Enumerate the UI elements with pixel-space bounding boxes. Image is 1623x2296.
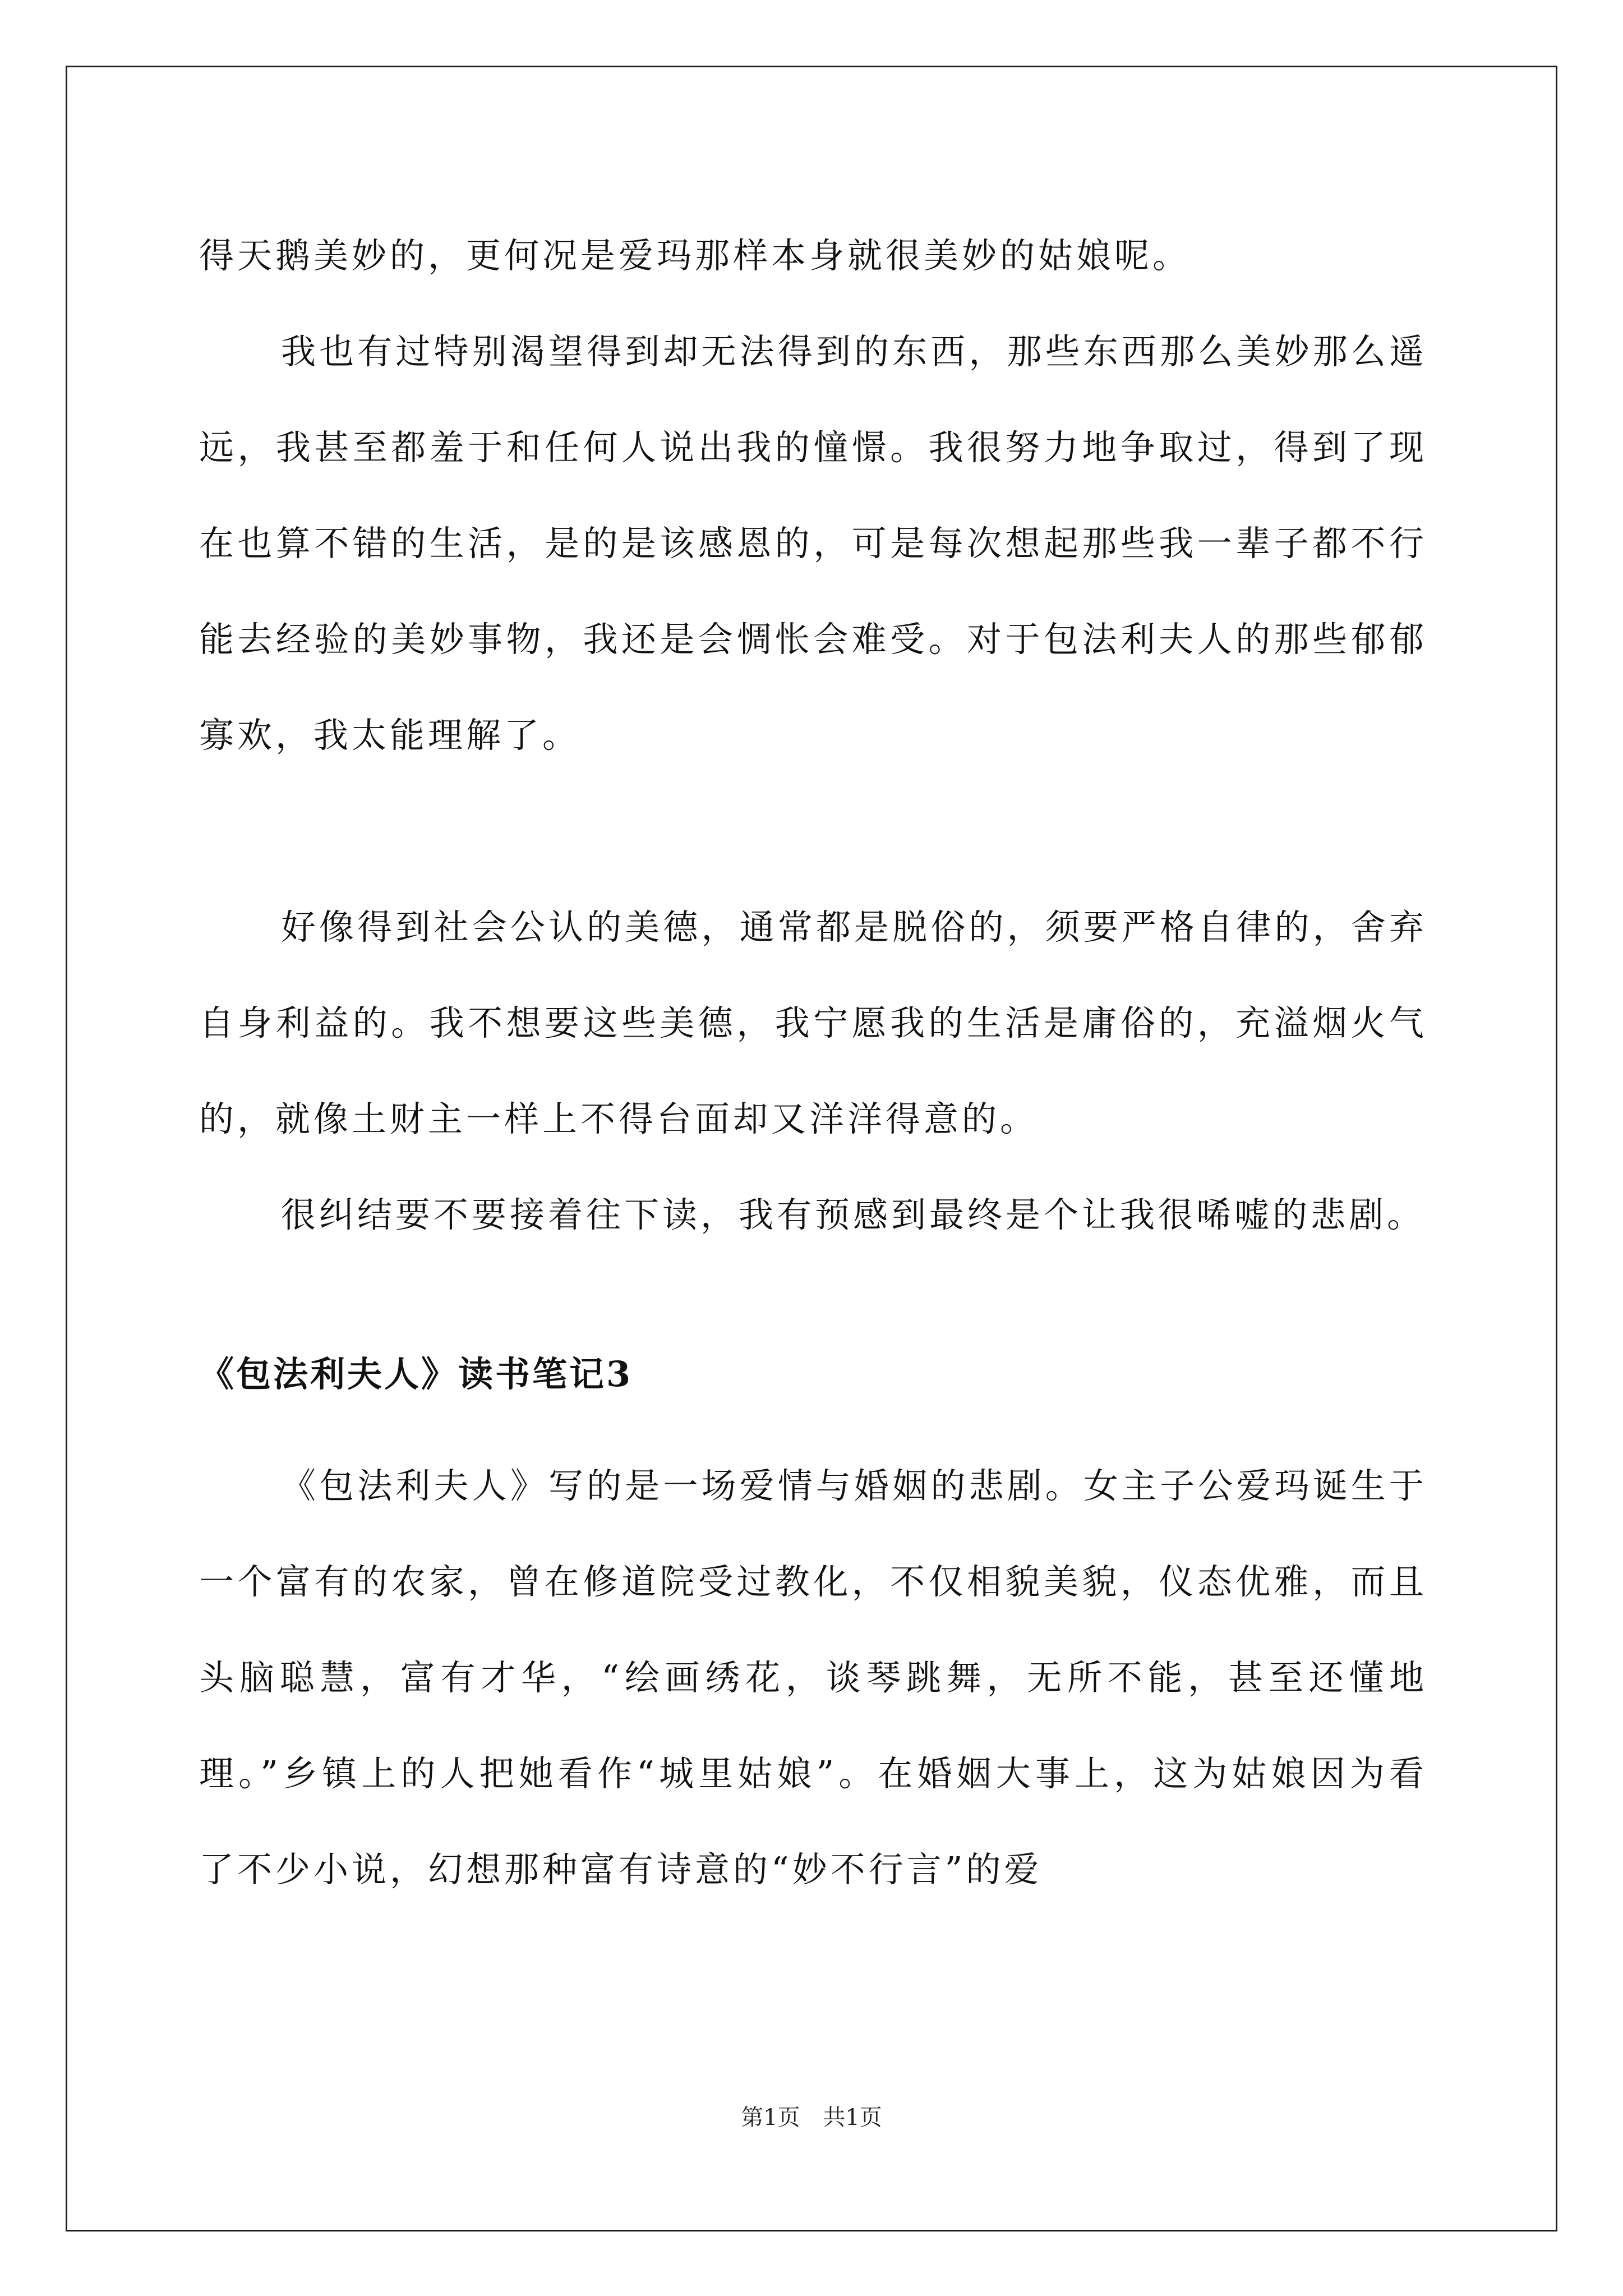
page-number: 第1页 [741,2105,800,2131]
paragraph-3: 好像得到社会公认的美德，通常都是脱俗的，须要严格自律的，舍弃自身利益的。我不想要这些美德，我宁愿我的生活是庸俗的，充溢烟火气的，就像土财主一样上不得台面却又洋洋得意的。 [199,907,1427,1139]
paragraph-2: 我也有过特别渴望得到却无法得到的东西，那些东西那么美妙那么遥远，我甚至都羞于和任何人说出我的憧憬。我很努力地争取过，得到了现在也算不错的生活，是的是该感恩的，可是每次想起那些我一辈子都不行能去经验的美妙事物，我还是会惆怅会难受。对于包法利夫人的那些郁郁寡欢，我太能理解了。 [199,331,1427,756]
section-paragraph-1: 《包法利夫人》写的是一场爱情与婚姻的悲剧。女主子公爱玛诞生于一个富有的农家，曾在修道院受过教化，不仅相貌美貌，仪态优雅，而且头脑聪慧，富有才华，“绘画绣花，谈琴跳舞，无所不能，甚至还懂地理。”乡镇上的人把她看作“城里姑娘”。在婚姻大事上，这为姑娘因为看了不少小说，幻想那种富有诗意的“妙不行言”的爱 [199,1465,1427,1890]
page-total: 共1页 [823,2105,882,2131]
paragraph-4: 很纠结要不要接着往下读，我有预感到最终是个让我很唏嘘的悲剧。 [281,1194,1426,1235]
page-footer [0,2104,1623,2132]
paragraph-1: 得天鹅美妙的，更何况是爱玛那样本身就很美妙的姑娘呢。 [199,235,1191,276]
section-heading: 《包法利夫人》读书笔记3 [199,1354,633,1395]
